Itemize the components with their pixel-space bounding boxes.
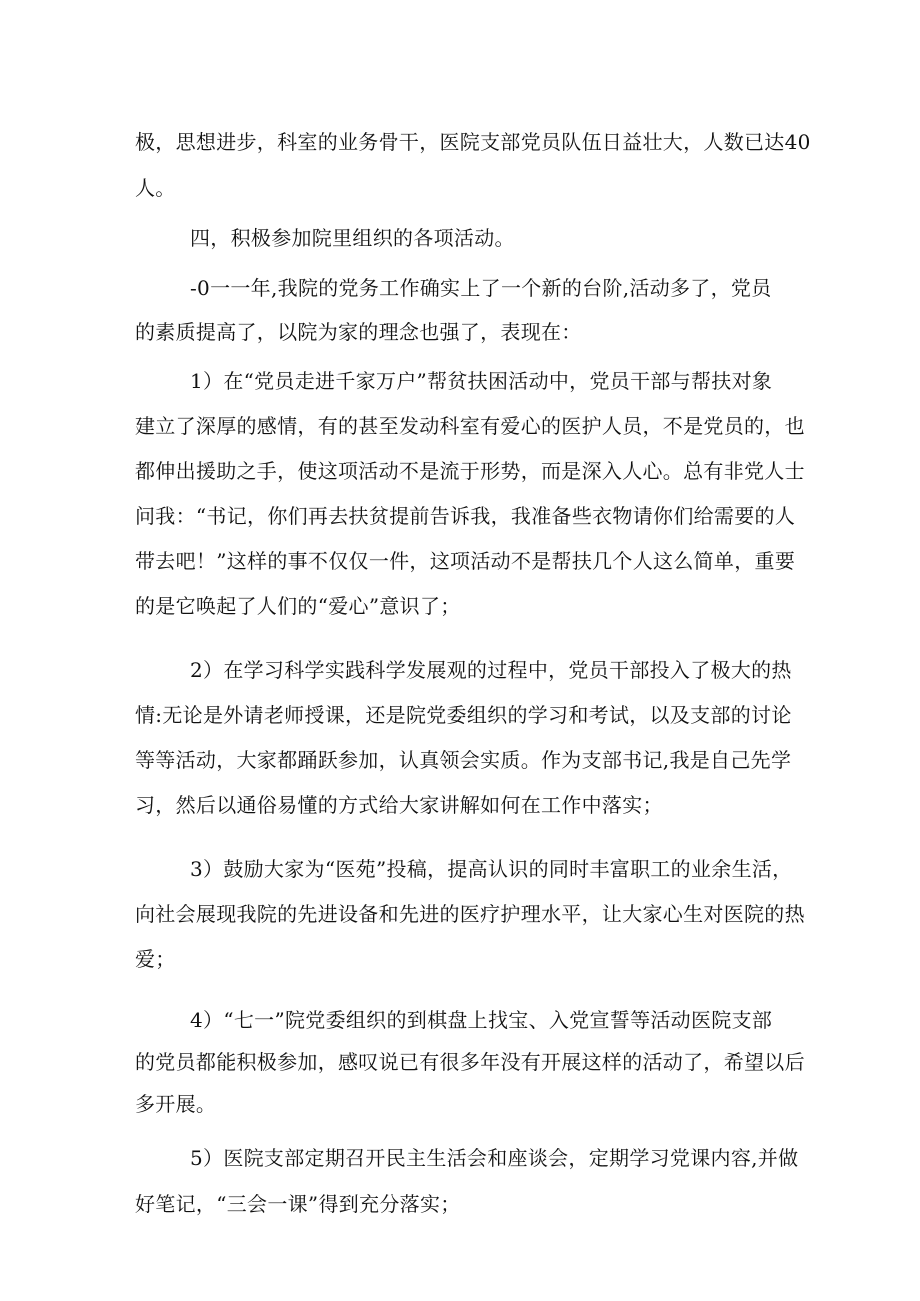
text-line: 3）鼓励大家为“医苑”投稿，提高认识的同时丰富职工的业余生活， bbox=[190, 857, 793, 881]
text-line: 建立了深厚的感情，有的甚至发动科室有爱心的医护人员，不是党员的，也 bbox=[135, 414, 805, 438]
text-line: 问我：“书记，你们再去扶贫提前告诉我，我准备些衣物请你们给需要的人 bbox=[135, 504, 796, 528]
text-line: 2）在学习科学实践科学发展观的过程中，党员干部投入了极大的热 bbox=[190, 658, 792, 682]
text-line: 的党员都能积极参加，感叹说已有很多年没有开展这样的活动了，希望以后 bbox=[135, 1050, 805, 1074]
text-line: 人。 bbox=[135, 176, 176, 200]
text-line: 情:无论是外请老师授课，还是院党委组织的学习和考试，以及支部的讨论 bbox=[135, 703, 792, 727]
text-line: 等等活动，大家都踊跃参加，认真领会实质。作为支部书记,我是自己先学 bbox=[135, 748, 792, 772]
text-line: 1）在“党员走进千家万户”帮贫扶困活动中，党员干部与帮扶对象 bbox=[190, 369, 773, 393]
text-line: 习，然后以通俗易懂的方式给大家讲解如何在工作中落实； bbox=[135, 793, 663, 817]
text-line: 极，思想进步，科室的业务骨干，医院支部党员队伍日益壮大，人数已达40 bbox=[135, 130, 811, 154]
text-line: 多开展。 bbox=[135, 1092, 217, 1116]
text-line: 爱； bbox=[135, 947, 176, 971]
section-heading: 四，积极参加院里组织的各项活动。 bbox=[190, 226, 515, 250]
text-line: 向社会展现我院的先进设备和先进的医疗护理水平，让大家心生对医院的热 bbox=[135, 902, 805, 926]
text-line: 都伸出援助之手，使这项活动不是流于形势，而是深入人心。总有非党人士 bbox=[135, 459, 805, 483]
text-line: 4）“七一”院党委组织的到棋盘上找宝、入党宣誓等活动医院支部 bbox=[190, 1008, 773, 1032]
text-line: 带去吧！”这样的事不仅仅一件，这项活动不是帮扶几个人这么简单，重要 bbox=[135, 549, 796, 573]
text-line: 的是它唤起了人们的“爱心”意识了； bbox=[135, 594, 461, 618]
text-line: 的素质提高了，以院为家的理念也强了，表现在： bbox=[135, 320, 582, 344]
text-line: -0一一年,我院的党务工作确实上了一个新的台阶,活动多了，党员 bbox=[190, 276, 772, 300]
text-line: 好笔记，“三会一课”得到充分落实； bbox=[135, 1192, 461, 1216]
text-line: 5）医院支部定期召开民主生活会和座谈会，定期学习党课内容,并做 bbox=[190, 1146, 799, 1170]
